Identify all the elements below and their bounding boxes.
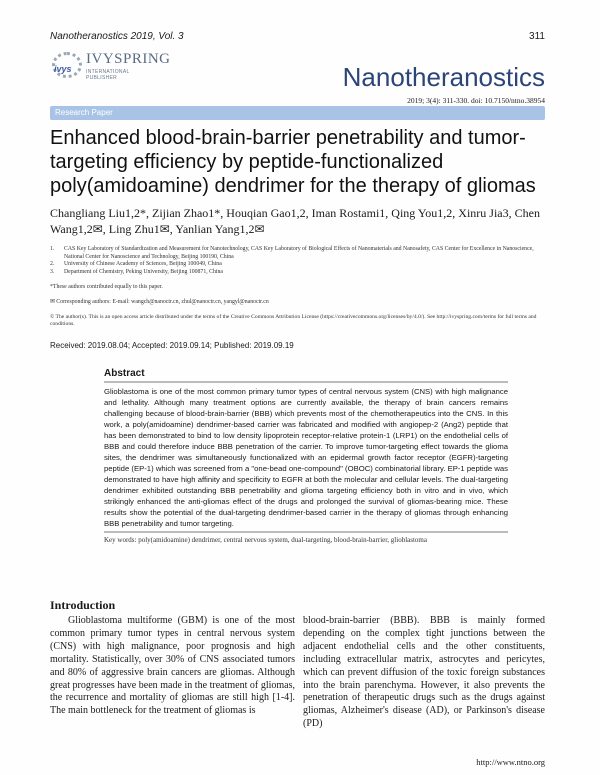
affiliation: 1. CAS Key Laboratory of Standardization and Measurement for Nanotechnology, CAS Key Laboratory of Biological Effects of Nanomaterials and Nanosafety, CAS Center for Excellence in Nanoscience, National Center for Nanoscience and Technology, Beijing 100190, China [50,246,534,260]
logo-mark: ivys [54,64,72,74]
corresponding-authors: ✉ Corresponding authors: E-mail: wangch@nanoctr.cn, zhul@nanoctr.cn, yangyl@nanoctr.cn [50,299,269,305]
publisher-name: IVYSPRING [86,51,171,67]
abstract-box [104,368,508,545]
affiliation: 2. University of Chinese Academy of Sciences, Beijing 100049, China [50,261,222,268]
author-list: Changliang Liu1,2*, Zijian Zhao1*, Houqian Gao1,2, Iman Rostami1, Qing You1,2, Xinru Jia3, Chen Wang1,2✉, Ling Zhu1✉, Yanlian Yang1,2✉ [50,206,540,236]
page-number: 311 [529,31,545,42]
keywords: Key words: poly(amidoamine) dendrimer, central nervous system, dual-targeting, blood-brain-barrier, glioblastoma [104,536,427,544]
paper-title: Enhanced blood-brain-barrier penetrability and tumor-targeting efficiency by peptide-functionalized poly(amidoamine) dendrimer for the therapy of gliomas [50,127,536,197]
article-type: Research Paper [55,108,113,117]
journal-name: Nanotheranostics [342,62,545,92]
abstract-text: Glioblastoma is one of the most common primary tumor types of central nervous system (CNS) with high malignance and lethality. Although many treatment options are currently available, the therapy of brain cancers remains challenging because of blood-brain-barrier (BBB) which prevents most of the chemotherapeutics into the CNS. In this work, a poly(amidoamine) dendrimer-based carrier was fabricated and modified with angiopep-2 (Ang2) peptide that has been demonstrated to bind to low density lipoprotein receptor-relative protein-1 (LRP1) on the endothelial cells of BBB and could therefore induce BBB penetration of the carrier. To improve tumor-targeting effect towards the glioma sites, the dendrimer was simultaneously functionalized with an epidermal growth factor receptor (EGFR)-targeting peptide (EP-1) which was screened from a "one-bead one-compound" (OBOC) combinatorial library. EP-1 peptide was demonstrated to have high affinity and specificity to EGFR at both the molecular and cellular levels. The dual-targeting dendrimer exhibited outstanding BBB penetrability and glioma targeting efficiency both in vitro and in vivo, which strikingly enhanced the anti-gliomas effect of the drugs and prolonged the survival of gliomas-bearing mice. These results show the potential of the dual-targeting dendrimer-based carrier in the therapy of gliomas through enhancing BBB penetrability and tumor targeting. [104,387,508,528]
dates: Received: 2019.08.04; Accepted: 2019.09.14; Published: 2019.09.19 [50,341,294,350]
divider [104,381,508,383]
equal-contribution-note: *These authors contributed equally to this paper. [50,284,163,290]
abstract-heading: Abstract [104,368,145,379]
affiliation: 3. Department of Chemistry, Peking University, Beijing 100871, China [50,268,223,275]
license-note: © The author(s). This is an open access article distributed under the terms of the Creative Commons Attribution License (https://creativecommons.org/licenses/by/4.0/). See http://ivyspring.com/terms for full terms and conditions. [50,314,537,328]
article-type-bar [50,106,545,120]
body-column-left: Glioblastoma multiforme (GBM) is one of the most common primary tumor types in central nervous system (CNS) with high malignance, poor prognosis and high mortality. Statistically, over 30% of CNS associated tumors and 80% of aggressive brain cancers are gliomas. Although great progresses have been made in the treatment of gliomas, the recurrence and mortality of gliomas are still high [1-4]. The main bottleneck for the treatment of gliomas is [50,615,295,717]
divider [104,531,508,533]
footer-url[interactable]: http://www.ntno.org [476,757,545,767]
body-column-right: blood-brain-barrier (BBB). BBB is mainly formed depending on the complex tight junctions between the adjacent endothelial cells and the other constituents, including extracellular matrix, astrocytes and pericytes, which can prevent diffusion of the toxic foreign substances into the brain parenchyma. However, it also prevents the penetration of therapeutic drugs such as the drugs against gliomas, Alzheimer's disease (AD), or Parkinson's disease (PD) [303,615,545,730]
introduction-heading: Introduction [50,598,116,612]
publisher-logo [52,50,171,82]
citation-doi: 2019; 3(4): 311-330. doi: 10.7150/ntno.38954 [407,96,545,105]
running-title: Nanotheranostics 2019, Vol. 3 [50,31,184,42]
publisher-sub: INTERNATIONAL PUBLISHER [86,69,130,81]
affiliations [50,246,550,276]
